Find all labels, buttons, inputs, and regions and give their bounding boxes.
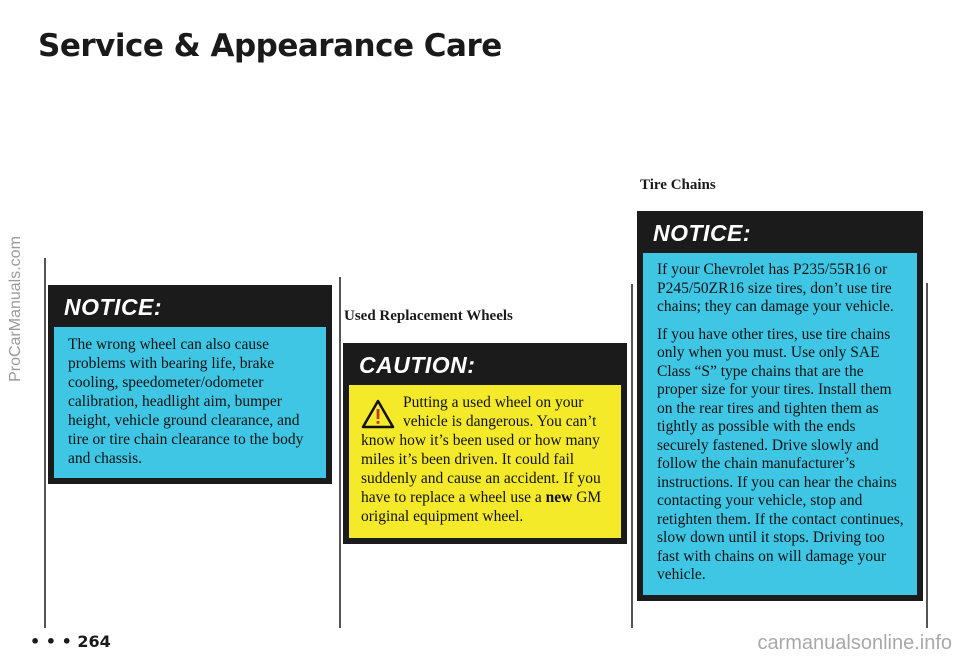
page-title: Service & Appearance Care <box>38 28 502 64</box>
column-divider-left <box>44 258 46 628</box>
notice-heading: NOTICE: <box>653 220 752 246</box>
caution-text: Putting a used wheel on your vehicle is dangerous. You can’t know how it’s been used or how many miles it’s been driven. It could fail suddenly and cause an accident. If you have to replace a wheel use a <box>361 394 601 506</box>
caution-box <box>343 343 627 544</box>
notice-paragraph-1: If your Chevrolet has P235/55R16 or P245/50ZR16 size tires, don’t use tire chains; they can damage your vehicle. <box>657 261 894 315</box>
caution-heading: CAUTION: <box>359 352 476 378</box>
section-heading-tire-chains: Tire Chains <box>640 177 716 193</box>
watermark-left: ProCarManuals.com <box>7 236 24 382</box>
caution-text-end: GM original equipment wheel. <box>361 489 602 525</box>
left-notice-box <box>48 285 332 484</box>
column-divider-middle <box>339 277 341 628</box>
watermark-bottom: carmanualsonline.info <box>757 632 952 654</box>
page-number: • • • 264 <box>30 632 111 651</box>
notice-body <box>643 253 917 595</box>
caution-emphasis: new <box>545 489 573 506</box>
column-divider-far-right <box>926 283 928 628</box>
caution-body <box>349 385 621 538</box>
notice-heading: NOTICE: <box>64 294 163 320</box>
notice-paragraph-2: If you have other tires, use tire chains only when you must. Use only SAE Class “S” type chains that are the proper size for your tires. Install them on the rear tires and tighten them as tightly as possible with the ends securely fastened. Drive slowly and follow the chain manufacturer’s instructions. If you can hear the chains contacting your vehicle, stop and retighten them. If the contact continues, slow down until it stops. Driving too fast with chains on will damage your vehicle. <box>657 325 904 583</box>
column-divider-right <box>631 284 633 628</box>
notice-body <box>54 327 326 478</box>
warning-triangle-icon <box>361 399 395 429</box>
section-heading-used-wheels: Used Replacement Wheels <box>344 308 513 324</box>
notice-text: The wrong wheel can also cause problems with bearing life, brake cooling, speedometer/odometer calibration, headlight aim, bumper height, vehicle ground clearance, and tire or tire chain clearance to the body and chassis. <box>68 336 304 467</box>
right-notice-box <box>637 211 923 601</box>
